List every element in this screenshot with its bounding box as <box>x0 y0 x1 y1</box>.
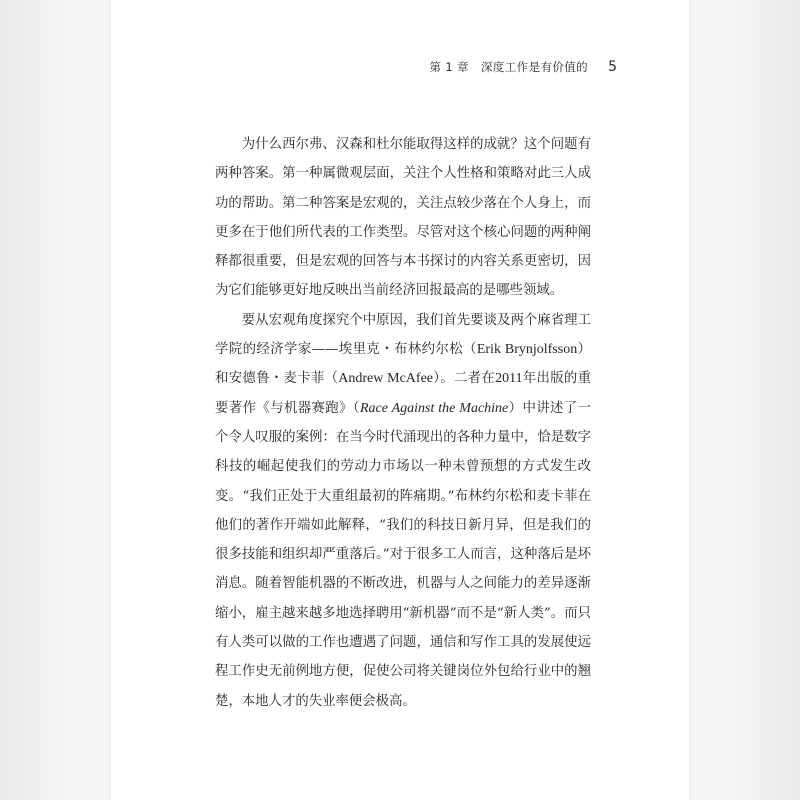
chapter-title: 第 1 章 深度工作是有价值的 <box>429 60 589 74</box>
paragraph-2-part-2: ）和安德鲁・麦卡菲（ <box>215 342 592 387</box>
paragraph-2 <box>215 306 591 716</box>
paragraph-2-part-1: 要从宏观角度探究个中原因，我们首先要谈及两个麻省理工学院的经济学家——埃里克・布林约尔松（ <box>215 312 591 358</box>
paragraph-2-part-3: ）。二者在 <box>433 371 496 387</box>
book-title-english: Race Against the Machine <box>359 400 509 416</box>
paragraph-1: 为什么西尔弗、汉森和杜尔能取得这样的成就？这个问题有两种答案。第一种属微观层面，关注个人性格和策略对此三人成功的帮助。第二种答案是宏观的，关注点较少落在个人身上，而更多在于他们所代表的工作类型。尽管对这个核心问题的两种阐释都很重要，但是宏观的回答与本书探讨的内容关系更密切，因为它们能够更好地反映出当前经济回报最高的是哪些领域。 <box>215 137 591 299</box>
publication-year: 2011 <box>495 371 523 387</box>
name-andrew-mcafee: Andrew McAfee <box>338 371 433 387</box>
name-erik-brynjolfsson: Erik Brynjolfsson <box>476 342 578 358</box>
page-number: 5 <box>608 59 617 75</box>
book-page <box>111 0 689 800</box>
paragraph-2-part-5: ）中讲述了一个令人叹服的案例：在当今时代涌现出的各种力量中，恰是数字科技的崛起使我们的劳动力市场以一种未曾预想的方式发生改变。“我们正处于大重组最初的阵痛期。”布林约尔松和麦卡菲在他们的著作开端如此解释，“我们的科技日新月异，但是我们的很多技能和组织却严重落后。”对于很多工人而言，这种落后是坏消息。随着智能机器的不断改进，机器与人之间能力的差异逐渐缩小，雇主越来越多地选择聘用“新机器”而不是“新人类”。而只有人类可以做的工作也遭遇了问题，通信和写作工具的发展使远程工作史无前例地方便，促使公司将关键岗位外包给行业中的翘楚，本地人才的失业率便会极高。 <box>215 400 592 709</box>
body-text <box>215 130 591 716</box>
paragraph-2-part-4: 年出版的重要著作《与机器赛跑》（ <box>215 371 592 416</box>
running-head <box>429 59 617 75</box>
